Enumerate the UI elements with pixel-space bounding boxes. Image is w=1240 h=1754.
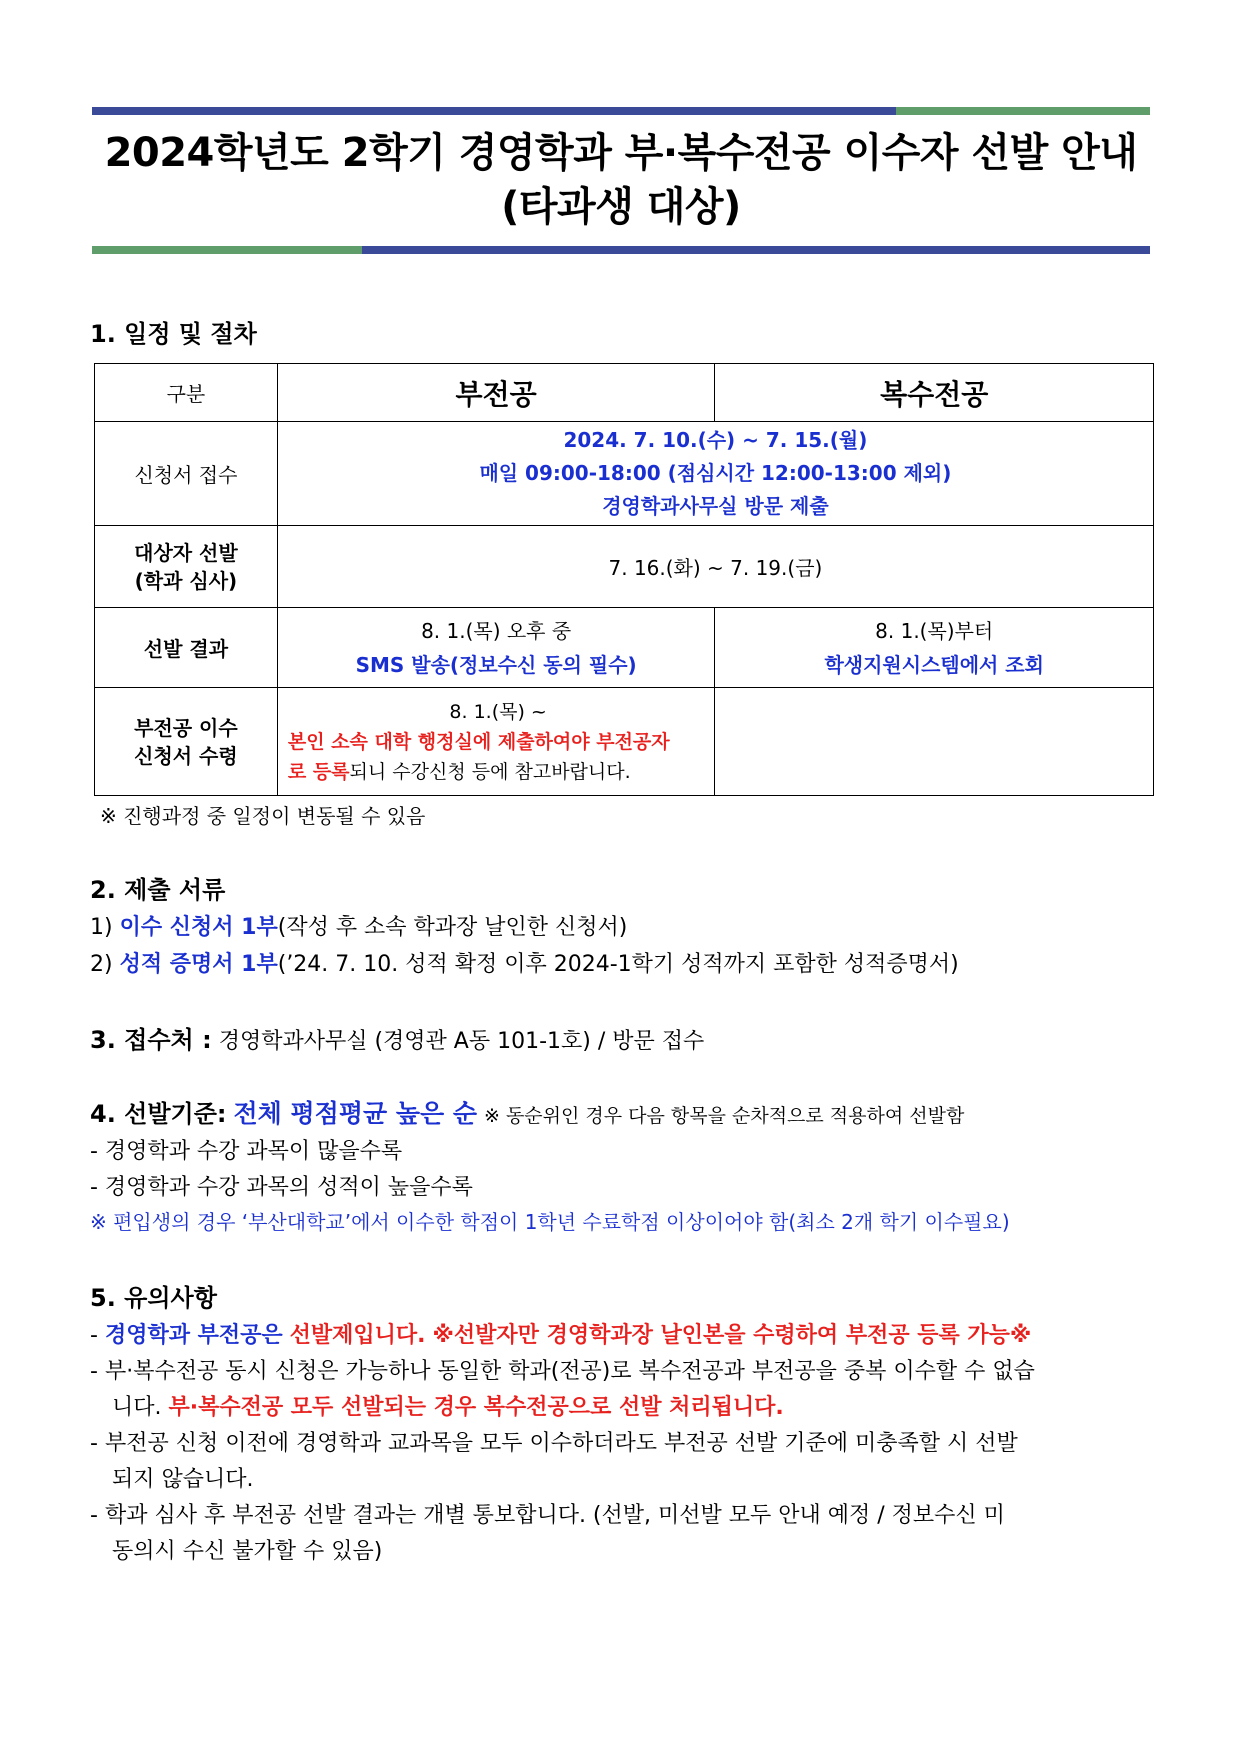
selection-label-line2: (학과 심사) bbox=[134, 568, 238, 593]
notice-item-1-subject: 경영학과 부전공은 bbox=[104, 1323, 283, 1348]
section4-item2: - 경영학과 수강 과목의 성적이 높을수록 bbox=[90, 1175, 473, 1200]
doc-item-1-title: 이수 신청서 1부 bbox=[119, 915, 278, 940]
row-application-label: 신청서 접수 bbox=[95, 422, 278, 526]
notice-item-3-line2: 되지 않습니다. bbox=[112, 1467, 254, 1492]
notice-item-2-line1 bbox=[90, 1354, 1035, 1385]
section4-transfer-note: ※ 편입생의 경우 ‘부산대학교’에서 이수한 학점이 1학년 수료학점 이상이어야 함(최소 2개 학기 이수필요) bbox=[90, 1210, 1010, 1234]
receipt-label-line2: 신청서 수령 bbox=[134, 743, 238, 768]
page-title bbox=[92, 126, 1150, 234]
header-category: 구분 bbox=[95, 364, 278, 422]
receipt-instruction-line2 bbox=[288, 757, 709, 787]
row-receipt bbox=[95, 688, 1154, 796]
section4-criterion-note: ※ 동순위인 경우 다음 항목을 순차적으로 적용하여 선발함 bbox=[483, 1105, 965, 1127]
notice-item-3-line1 bbox=[90, 1426, 1018, 1457]
header-minor: 부전공 bbox=[277, 364, 715, 422]
notice-item-3-dash: - bbox=[90, 1431, 98, 1456]
receipt-register-text: 로 등록 bbox=[287, 760, 350, 783]
row-selection-label bbox=[95, 526, 278, 608]
section3-value: 경영학과사무실 (경영관 A동 101-1호) / 방문 접수 bbox=[218, 1029, 705, 1054]
receipt-instruction-line1: 본인 소속 대학 행정실에 제출하여야 부전공자 bbox=[287, 730, 670, 753]
notice-list bbox=[90, 1318, 1150, 1564]
notice-item-2-end: 니다. bbox=[112, 1395, 162, 1420]
schedule-table bbox=[94, 363, 1154, 796]
section4-criterion: 전체 평점평균 높은 순 bbox=[233, 1099, 477, 1128]
result-double-date: 8. 1.(목)부터 bbox=[875, 618, 994, 643]
row-selection bbox=[95, 526, 1154, 608]
section2-heading: 2. 제출 서류 bbox=[90, 876, 226, 904]
selection-period: 7. 16.(화) ~ 7. 19.(금) bbox=[277, 526, 1153, 608]
result-minor bbox=[277, 608, 715, 688]
doc-item-1 bbox=[90, 910, 627, 941]
row-receipt-label bbox=[95, 688, 278, 796]
bottom-divider-green bbox=[92, 246, 362, 254]
result-minor-method: SMS 발송(정보수신 동의 필수) bbox=[355, 652, 637, 677]
receipt-minor bbox=[277, 688, 715, 796]
top-divider-blue bbox=[92, 107, 896, 115]
section3 bbox=[90, 1020, 704, 1055]
notice-item-3-text: 부전공 신청 이전에 경영학과 교과목을 모두 이수하더라도 부전공 선발 기준에 미충족할 시 선발 bbox=[104, 1431, 1018, 1456]
receipt-double-empty bbox=[715, 688, 1154, 796]
top-divider-green bbox=[896, 107, 1150, 115]
doc-item-2-title: 성적 증명서 1부 bbox=[119, 952, 278, 977]
header-double: 복수전공 bbox=[715, 364, 1154, 422]
section1-heading: 1. 일정 및 절차 bbox=[90, 320, 257, 348]
section4-heading: 4. 선발기준: bbox=[90, 1100, 227, 1128]
doc-item-1-num: 1) bbox=[90, 915, 113, 940]
notice-item-1 bbox=[90, 1318, 1031, 1349]
page-title-line1: 2024학년도 2학기 경영학과 부·복수전공 이수자 선발 안내 bbox=[104, 130, 1138, 176]
notice-item-4-dash: - bbox=[90, 1503, 98, 1528]
bottom-divider-blue bbox=[362, 246, 1150, 254]
notice-item-2-text: 부·복수전공 동시 신청은 가능하나 동일한 학과(전공)로 복수전공과 부전공을 중복 이수할 수 없습 bbox=[104, 1359, 1035, 1384]
row-application bbox=[95, 422, 1154, 526]
notice-item-2-line2 bbox=[112, 1390, 784, 1421]
result-double-method: 학생지원시스템에서 조회 bbox=[824, 652, 1044, 677]
notice-item-1-selection: 선발제입니다. bbox=[289, 1323, 426, 1348]
application-period: 2024. 7. 10.(수) ~ 7. 15.(월) bbox=[563, 428, 868, 452]
row-application-value bbox=[277, 422, 1153, 526]
notice-item-2-warning: 부·복수전공 모두 선발되는 경우 복수전공으로 선발 처리됩니다. bbox=[168, 1395, 784, 1420]
section3-heading: 3. 접수처 : bbox=[90, 1026, 212, 1054]
receipt-register-rest: 되니 수강신청 등에 참고바랍니다. bbox=[349, 760, 631, 783]
top-divider-bar bbox=[92, 107, 1150, 115]
notice-item-4-line1 bbox=[90, 1498, 1005, 1529]
receipt-date: 8. 1.(목) ~ bbox=[449, 700, 547, 723]
notice-item-1-warning: ※선발자만 경영학과장 날인본을 수령하여 부전공 등록 가능※ bbox=[432, 1323, 1032, 1348]
notice-item-4-text: 학과 심사 후 부전공 선발 결과는 개별 통보합니다. (선발, 미선발 모두 안내 예정 / 정보수신 미 bbox=[104, 1503, 1005, 1528]
schedule-header-row bbox=[95, 364, 1154, 422]
row-result-label: 선발 결과 bbox=[95, 608, 278, 688]
doc-item-1-detail: (작성 후 소속 학과장 날인한 신청서) bbox=[277, 915, 628, 940]
result-minor-date: 8. 1.(목) 오후 중 bbox=[421, 618, 572, 643]
result-double bbox=[715, 608, 1154, 688]
notice-item-2-dash: - bbox=[90, 1359, 98, 1384]
receipt-label-line1: 부전공 이수 bbox=[134, 715, 238, 740]
notice-item-1-dash: - bbox=[90, 1323, 98, 1348]
schedule-note: ※ 진행과정 중 일정이 변동될 수 있음 bbox=[100, 804, 426, 828]
application-hours: 매일 09:00-18:00 (점심시간 12:00-13:00 제외) bbox=[479, 461, 952, 485]
doc-item-2-detail: (’24. 7. 10. 성적 확정 이후 2024-1학기 성적까지 포함한 성적증명서) bbox=[277, 952, 959, 977]
section5-heading: 5. 유의사항 bbox=[90, 1284, 217, 1312]
application-place: 경영학과사무실 방문 제출 bbox=[602, 494, 829, 518]
section4-item1: - 경영학과 수강 과목이 많을수록 bbox=[90, 1139, 403, 1164]
doc-item-2 bbox=[90, 947, 959, 978]
page-title-line2: (타과생 대상) bbox=[501, 184, 741, 230]
doc-item-2-num: 2) bbox=[90, 952, 113, 977]
notice-item-4-line2: 동의시 수신 불가할 수 있음) bbox=[112, 1539, 383, 1564]
bottom-divider-bar bbox=[92, 246, 1150, 254]
row-result bbox=[95, 608, 1154, 688]
section4-criteria bbox=[90, 1094, 964, 1130]
selection-label-line1: 대상자 선발 bbox=[134, 540, 238, 565]
